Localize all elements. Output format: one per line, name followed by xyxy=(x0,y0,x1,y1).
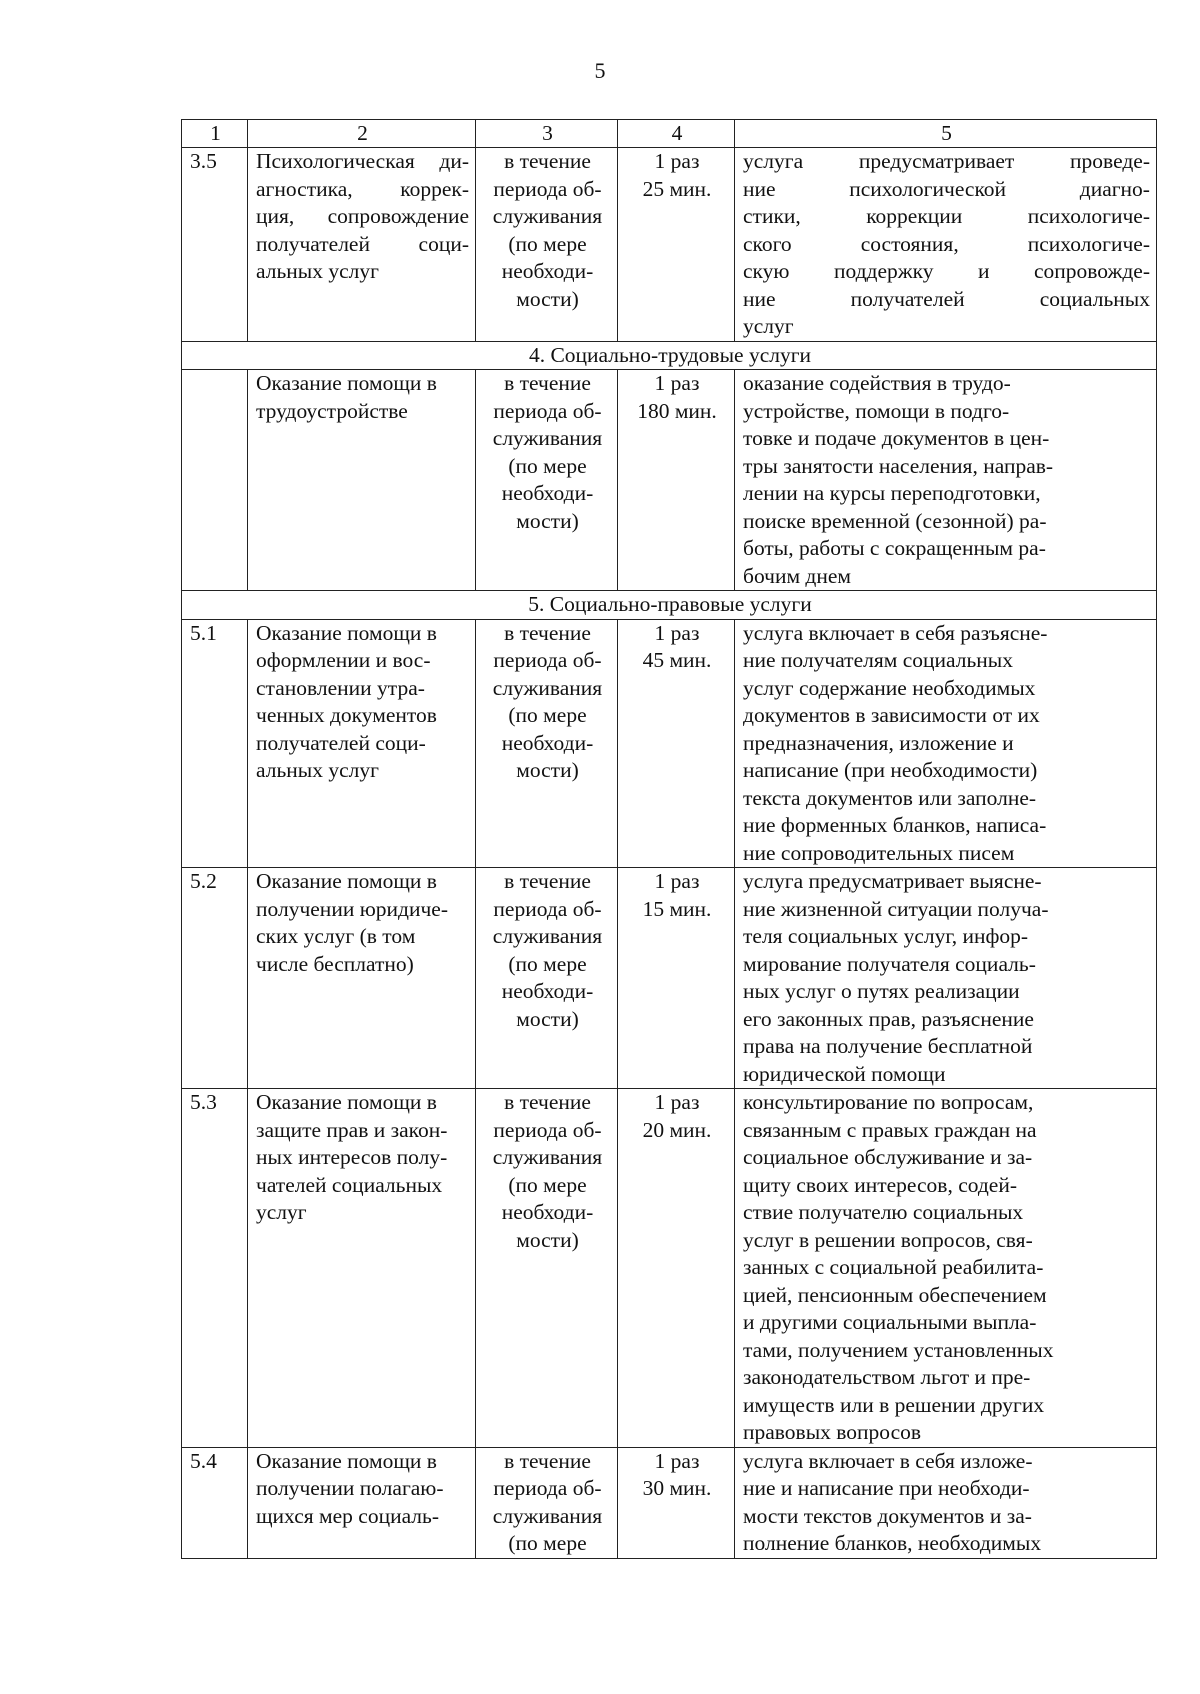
page-number: 5 xyxy=(594,58,606,83)
service-description-line: услуга включает в себя разъясне- xyxy=(743,620,1048,645)
service-name-line: щихся мер социаль- xyxy=(256,1503,440,1528)
service-norm-cell xyxy=(618,1447,735,1558)
service-name-line: ских услуг (в том xyxy=(256,924,416,948)
service-term-line: служивания xyxy=(492,1145,603,1169)
service-description-line: занных с социальной реабилита- xyxy=(743,1255,1044,1279)
table-row xyxy=(182,148,1157,342)
service-term-cell xyxy=(476,1447,618,1558)
service-term-line: необходи- xyxy=(501,979,594,1003)
service-term-line: служивания xyxy=(492,426,603,450)
service-name-line: становлении утра- xyxy=(256,675,425,700)
service-term-line: необходи- xyxy=(501,259,594,283)
service-term-line: периода об- xyxy=(493,1476,602,1500)
column-number-3: 3 xyxy=(476,120,618,148)
service-name-line: альных услуг xyxy=(256,259,379,283)
service-description-line: тры занятости населения, направ- xyxy=(743,453,1054,478)
service-term-line: (по мере xyxy=(508,231,587,256)
service-description-line: услуга предусматривает проведе- xyxy=(743,149,1150,173)
table-header-row xyxy=(182,120,1157,148)
item-number-cell xyxy=(182,148,248,342)
service-norm-line: 45 мин. xyxy=(642,648,712,672)
service-description-line: услуг в решении вопросов, свя- xyxy=(743,1227,1033,1252)
service-norm-line: 1 раз xyxy=(654,149,700,173)
service-description-line: скую поддержку и сопровожде- xyxy=(743,259,1150,283)
service-term-line: необходи- xyxy=(501,1200,594,1224)
service-name-line: Оказание помощи в xyxy=(256,620,437,645)
service-description-line: стики, коррекции психологиче- xyxy=(743,204,1150,228)
service-term-line: периода об- xyxy=(493,398,602,423)
table-row xyxy=(182,619,1157,868)
service-norm-cell xyxy=(618,868,735,1089)
service-description-line: ние жизненной ситуации получа- xyxy=(743,896,1049,921)
service-description-line: связанным с правых граждан на xyxy=(743,1117,1037,1142)
service-description-cell xyxy=(735,370,1157,591)
item-number: 5.4 xyxy=(190,1448,217,1473)
service-description-line: ствие получателю социальных xyxy=(743,1200,1024,1224)
service-term-line: периода об- xyxy=(493,1117,602,1142)
column-number-1: 1 xyxy=(182,120,248,148)
service-description-line: полнение бланков, необходимых xyxy=(743,1531,1042,1555)
service-description-line: ние получателям социальных xyxy=(743,648,1013,672)
service-term-line: мости) xyxy=(516,1006,579,1031)
service-description-line: имуществ или в решении других xyxy=(743,1392,1045,1417)
service-description-line: устройстве, помощи в подго- xyxy=(743,398,1010,423)
service-term-line: мости) xyxy=(516,1227,579,1252)
service-description-line: оказание содействия в трудо- xyxy=(743,371,1011,395)
service-norm-line: 15 мин. xyxy=(642,896,712,921)
service-term-cell xyxy=(476,619,618,868)
service-term-line: служивания xyxy=(492,924,603,948)
service-norm-cell xyxy=(618,619,735,868)
service-name-cell xyxy=(248,868,476,1089)
service-name-line: чателей социальных xyxy=(256,1172,443,1197)
service-name-line: Оказание помощи в xyxy=(256,869,437,893)
service-term-line: служивания xyxy=(492,1503,603,1528)
service-description-line: написание (при необходимости) xyxy=(743,758,1038,782)
service-term-line: в течение xyxy=(504,1090,591,1114)
service-description-line: и другими социальными выпла- xyxy=(743,1310,1037,1334)
service-term-line: периода об- xyxy=(493,176,602,201)
service-norm-line: 1 раз xyxy=(654,869,700,893)
service-term-cell xyxy=(476,868,618,1089)
service-description-line: предназначения, изложение и xyxy=(743,730,1014,755)
service-norm-line: 1 раз xyxy=(654,620,700,645)
service-term-line: служивания xyxy=(492,675,603,700)
service-description-cell xyxy=(735,1447,1157,1558)
service-description-line: услуга предусматривает выясне- xyxy=(743,869,1042,893)
table-row xyxy=(182,370,1157,591)
service-term-line: (по мере xyxy=(508,703,587,727)
service-norm-cell xyxy=(618,148,735,342)
service-name-line: Оказание помощи в xyxy=(256,371,437,395)
service-description-line: ние и написание при необходи- xyxy=(743,1476,1030,1500)
service-description-line: ние сопроводительных писем xyxy=(743,840,1015,865)
service-description-line: боты, работы с сокращенным ра- xyxy=(743,536,1046,560)
service-description-line: права на получение бесплатной xyxy=(743,1034,1033,1058)
service-description-line: документов в зависимости от их xyxy=(743,703,1040,727)
service-term-line: в течение xyxy=(504,149,591,173)
service-norm-line: 180 мин. xyxy=(637,398,717,423)
section-title: 4. Социально-трудовые услуги xyxy=(182,341,1157,370)
service-name-line: получении юридиче- xyxy=(256,896,448,921)
service-term-line: в течение xyxy=(504,1448,591,1473)
item-number: 5.1 xyxy=(190,620,217,645)
service-description-line: услуга включает в себя изложе- xyxy=(743,1448,1033,1473)
service-term-line: (по мере xyxy=(508,1172,587,1197)
section-header-row xyxy=(182,591,1157,620)
service-name-line: оформлении и вос- xyxy=(256,648,431,672)
services-table xyxy=(181,119,1157,1559)
service-description-cell xyxy=(735,868,1157,1089)
service-name-line: числе бесплатно) xyxy=(256,951,414,976)
service-name-cell xyxy=(248,1447,476,1558)
column-number-2: 2 xyxy=(248,120,476,148)
item-number-cell xyxy=(182,370,248,591)
service-description-line: цией, пенсионным обеспечением xyxy=(743,1282,1047,1307)
service-name-line: ченных документов xyxy=(256,703,437,727)
service-name-line: услуг xyxy=(256,1200,307,1224)
service-term-line: служивания xyxy=(492,204,603,228)
service-description-line: ных услуг о путях реализации xyxy=(743,979,1020,1003)
service-description-line: текста документов или заполне- xyxy=(743,785,1037,810)
table-row xyxy=(182,1447,1157,1558)
service-description-cell xyxy=(735,1089,1157,1448)
service-name-line: ных интересов полу- xyxy=(256,1145,448,1169)
item-number-cell xyxy=(182,619,248,868)
service-name-line: агностика, коррек- xyxy=(256,176,469,201)
column-number-5: 5 xyxy=(735,120,1157,148)
service-description-line: социальное обслуживание и за- xyxy=(743,1145,1033,1169)
service-description-line: теля социальных услуг, инфор- xyxy=(743,924,1029,948)
service-norm-cell xyxy=(618,1089,735,1448)
service-term-line: необходи- xyxy=(501,730,594,755)
service-term-line: мости) xyxy=(516,286,579,311)
service-description-line: ние психологической диагно- xyxy=(743,176,1150,201)
service-term-line: мости) xyxy=(516,508,579,533)
service-name-line: защите прав и закон- xyxy=(256,1117,448,1142)
service-description-line: услуг xyxy=(743,314,794,338)
service-term-line: мости) xyxy=(516,758,579,782)
service-term-line: периода об- xyxy=(493,896,602,921)
service-name-line: Оказание помощи в xyxy=(256,1448,437,1473)
service-term-line: периода об- xyxy=(493,648,602,672)
item-number-cell xyxy=(182,868,248,1089)
service-norm-line: 1 раз xyxy=(654,1090,700,1114)
service-term-line: (по мере xyxy=(508,453,587,478)
item-number-cell xyxy=(182,1447,248,1558)
service-term-line: (по мере xyxy=(508,1531,587,1555)
service-norm-line: 30 мин. xyxy=(642,1476,712,1500)
service-name-line: получателей соци- xyxy=(256,730,426,755)
service-name-cell xyxy=(248,1089,476,1448)
service-term-line: необходи- xyxy=(501,481,594,505)
service-description-line: товке и подаче документов в цен- xyxy=(743,426,1050,450)
service-name-cell xyxy=(248,148,476,342)
service-description-line: поиске временной (сезонной) ра- xyxy=(743,508,1047,533)
service-description-line: ского состояния, психологиче- xyxy=(743,231,1150,256)
service-name-line: Оказание помощи в xyxy=(256,1090,437,1114)
service-description-line: юридической помощи xyxy=(743,1061,946,1086)
item-number-cell xyxy=(182,1089,248,1448)
service-term-cell xyxy=(476,1089,618,1448)
item-number: 5.3 xyxy=(190,1090,217,1114)
service-norm-line: 20 мин. xyxy=(642,1117,712,1142)
service-term-cell xyxy=(476,148,618,342)
service-description-line: тами, получением установленных xyxy=(743,1337,1054,1362)
service-name-line: ция, сопровождение xyxy=(256,204,469,228)
service-term-line: в течение xyxy=(504,371,591,395)
service-name-line: трудоустройстве xyxy=(256,398,408,423)
service-description-cell xyxy=(735,148,1157,342)
service-description-line: мости текстов документов и за- xyxy=(743,1503,1032,1528)
service-description-cell xyxy=(735,619,1157,868)
column-number-4: 4 xyxy=(618,120,735,148)
service-name-line: получателей соци- xyxy=(256,231,469,256)
service-description-line: ние форменных бланков, написа- xyxy=(743,813,1047,837)
service-description-line: законодательством льгот и пре- xyxy=(743,1365,1031,1389)
section-header-row xyxy=(182,341,1157,370)
service-name-line: получении полагаю- xyxy=(256,1476,444,1500)
service-description-line: консультирование по вопросам, xyxy=(743,1090,1034,1114)
section-title: 5. Социально-правовые услуги xyxy=(182,591,1157,620)
service-norm-cell xyxy=(618,370,735,591)
service-description-line: бочим днем xyxy=(743,563,852,588)
service-description-line: услуг содержание необходимых xyxy=(743,675,1036,700)
service-description-line: его законных прав, разъяснение xyxy=(743,1006,1034,1031)
service-description-line: щиту своих интересов, содей- xyxy=(743,1172,1018,1197)
service-norm-line: 1 раз xyxy=(654,371,700,395)
item-number: 3.5 xyxy=(190,149,217,173)
service-name-line: Психологическая ди- xyxy=(256,149,469,173)
table-row xyxy=(182,868,1157,1089)
table-row xyxy=(182,1089,1157,1448)
service-name-cell xyxy=(248,370,476,591)
service-description-line: ние получателей социальных xyxy=(743,286,1150,311)
service-description-line: правовых вопросов xyxy=(743,1420,922,1444)
item-number: 5.2 xyxy=(190,869,217,893)
service-norm-line: 25 мин. xyxy=(642,176,712,201)
service-norm-line: 1 раз xyxy=(654,1448,700,1473)
service-term-line: в течение xyxy=(504,620,591,645)
service-name-cell xyxy=(248,619,476,868)
service-description-line: мирование получателя социаль- xyxy=(743,951,1036,976)
service-term-cell xyxy=(476,370,618,591)
service-name-line: альных услуг xyxy=(256,758,379,782)
service-description-line: лении на курсы переподготовки, xyxy=(743,481,1041,505)
service-term-line: (по мере xyxy=(508,951,587,976)
service-term-line: в течение xyxy=(504,869,591,893)
